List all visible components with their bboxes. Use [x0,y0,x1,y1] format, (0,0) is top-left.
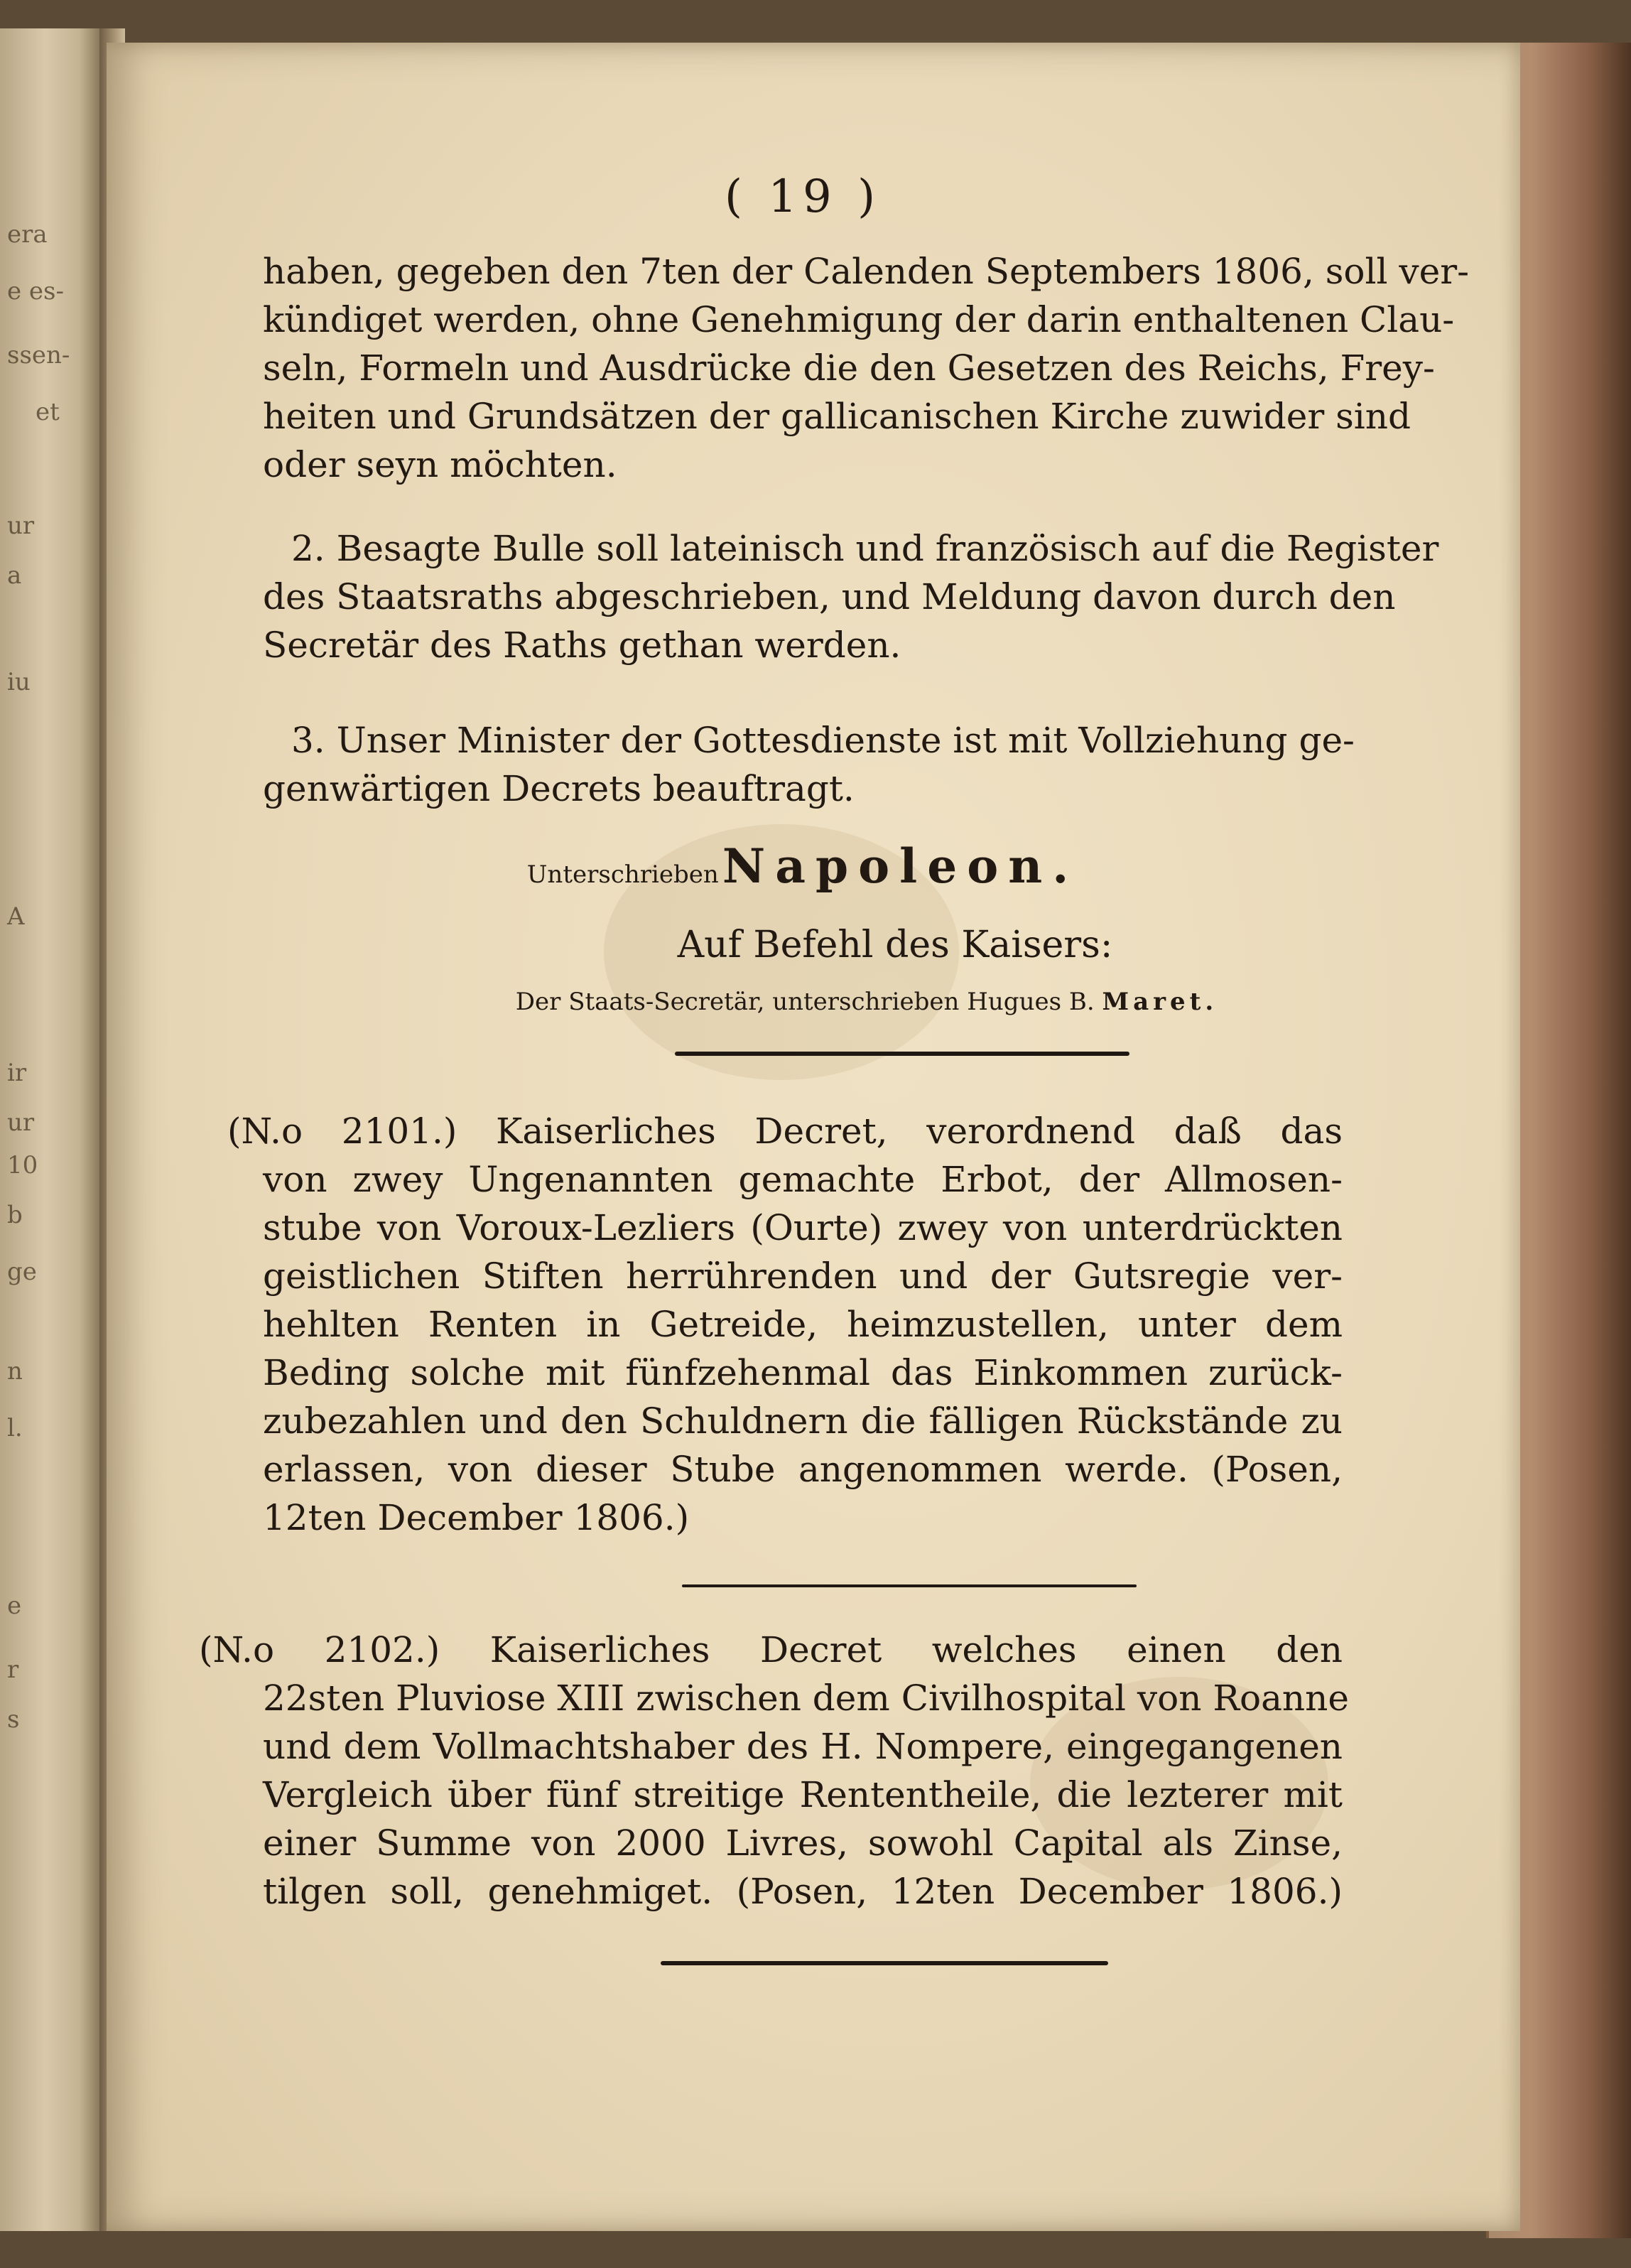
paragraph-line: seln, Formeln und Ausdrücke die den Gesetzen des Reichs, Frey- [263,347,1435,389]
left-page-fragment: et [36,398,60,426]
paragraph-line: haben, gegeben den 7ten der Calenden Septembers 1806, soll ver- [263,251,1469,292]
decree-line: tilgen soll, genehmiget. (Posen, 12ten December 1806.) [263,1871,1343,1912]
paragraph-line: kündiget werden, ohne Genehmigung der darin enthaltenen Clau- [263,299,1455,340]
left-page-fragment: ir [7,1059,27,1087]
left-page-fragment: a [7,561,22,590]
decree-line: 22sten Pluviose XIII zwischen dem Civilhospital von Roanne [263,1678,1349,1719]
left-page-fragment: A [7,902,25,931]
left-page-fragment: ssen- [7,341,70,369]
decree-line: zubezahlen und den Schuldnern die fälligen Rückstände zu [263,1400,1343,1442]
decree-line: geistlichen Stiften herrührenden und der Gutsregie ver- [263,1256,1343,1297]
left-page-fragment: ur [7,1108,35,1137]
separator-rule [682,1584,1137,1587]
decree-line: Beding solche mit fünfzehenmal das Einkommen zurück- [263,1352,1343,1393]
left-page-fragment: iu [7,668,31,696]
left-page-fragment: e es- [7,277,64,306]
left-page-fragment: r [7,1656,19,1684]
signer-name: Napoleon. [722,838,1079,894]
left-page-fragment: era [7,220,48,249]
previous-page-edge [0,28,99,2231]
page-text [199,43,1469,2174]
secretary-name: Maret. [1102,988,1218,1016]
decree-line: stube von Voroux-Lezliers (Ourte) zwey von unterdrückten [263,1207,1343,1248]
decree-line: (N.o 2102.) Kaiserliches Decret welches einen den [199,1629,1343,1670]
separator-rule [661,1961,1108,1965]
paragraph-line: des Staatsraths abgeschrieben, und Meldung davon durch den [263,576,1396,617]
left-page-fragment: s [7,1705,20,1734]
left-page-fragment: l. [7,1414,23,1442]
signature-line [263,838,1343,894]
decree-line: erlassen, von dieser Stube angenommen werde. (Posen, [263,1449,1343,1490]
separator-rule [675,1052,1129,1056]
order-line: Auf Befehl des Kaisers: [677,924,1113,966]
paragraph-line: genwärtigen Decrets beauftragt. [263,768,855,809]
signed-label: Unterschrieben [526,860,719,889]
paragraph-line: 2. Besagte Bulle soll lateinisch und französisch auf die Register [291,528,1439,569]
left-page-fragment: ur [7,512,35,540]
decree-line: von zwey Ungenannten gemachte Erbot, der Allmosen- [263,1159,1343,1200]
decree-line: und dem Vollmachtshaber des H. Nompere, eingegangenen [263,1726,1343,1767]
paragraph-line: oder seyn möchten. [263,444,617,485]
left-page-fragment: ge [7,1258,37,1286]
secretary-line [263,988,1343,1016]
secretary-prefix: Der Staats-Secretär, unterschrieben Hugues B. [515,988,1095,1016]
paragraph-line: heiten und Grundsätzen der gallicanischen Kirche zuwider sind [263,396,1411,437]
page-number: ( 19 ) [724,171,882,223]
decree-line: (N.o 2101.) Kaiserliches Decret, verordnend daß das [227,1111,1343,1152]
book-page [107,43,1520,2231]
decree-line: hehlten Renten in Getreide, heimzustellen, unter dem [263,1304,1343,1345]
left-page-fragment: e [7,1592,22,1620]
paragraph-line: Secretär des Raths gethan werden. [263,625,901,666]
left-page-fragment: n [7,1357,23,1386]
decree-line: Vergleich über fünf streitige Rententheile, die lezterer mit [263,1774,1343,1815]
left-page-fragment: b [7,1201,23,1229]
left-page-fragment: 10 [7,1151,38,1179]
paragraph-line: 3. Unser Minister der Gottesdienste ist mit Vollziehung ge- [291,720,1355,761]
decree-line: einer Summe von 2000 Livres, sowohl Capital als Zinse, [263,1822,1343,1864]
decree-line: 12ten December 1806.) [263,1497,690,1538]
